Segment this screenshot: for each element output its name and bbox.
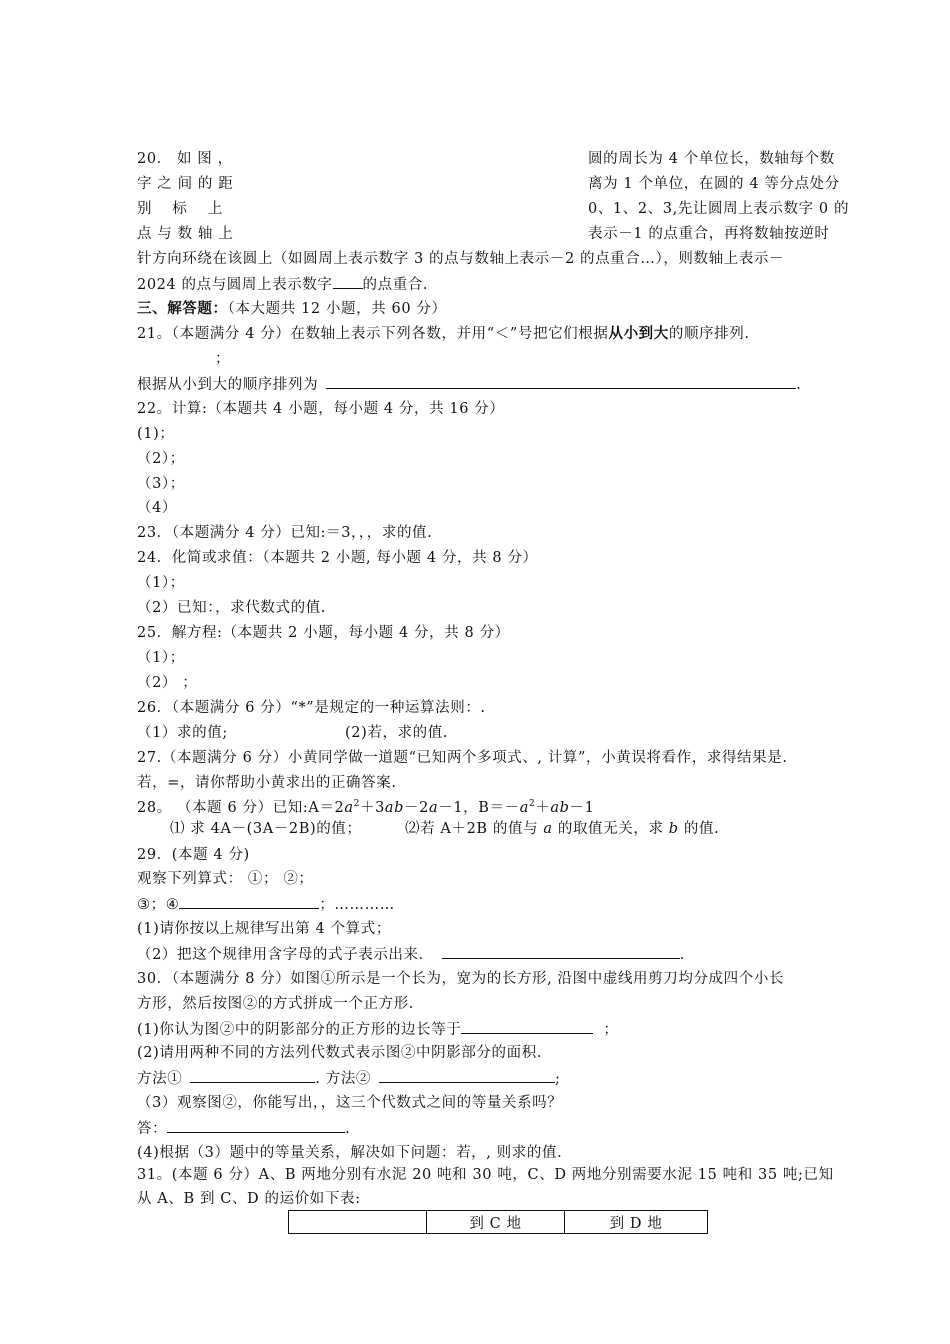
q24-item-2: （2）已知：，求代数式的值. [137,600,326,616]
q20-cont-text: 2024 的点与圆周上表示数字 [137,277,333,293]
q28-text-f: －1 [569,799,595,816]
q28-text-b: ＋3 [359,799,385,816]
q24-title: 24．化简或求值：（本题共 2 小题, 每小题 4 分，共 8 分） [137,550,538,566]
section3-header [137,299,447,319]
q20-right-line4: 表示－1 的点重合，再将数轴按逆时 [588,226,830,242]
q30-line2: 方形，然后按图②的方式拼成一个正方形. [137,996,415,1012]
q20-left-line1: 20． 如 图 ， [137,151,233,167]
q25-item-1: （1）； [137,650,185,666]
table-header-row [289,1211,708,1234]
q28-item2-mid: 的取值无关，求 [557,821,664,837]
q22-item-2: （2）； [137,451,185,467]
q28-text-c: －2 [404,799,429,816]
q30-item-2: (2)请用两种不同的方法列代数式表示图②中阴影部分的面积. [137,1045,543,1061]
q26-item-2: (2)若，求的值. [345,725,449,741]
q29-rule-blank[interactable] [442,944,680,959]
q22-item-1: (1)； [137,426,175,442]
q23-text: 23．（本题满分 4 分）已知:＝3，，，求的值. [137,525,433,541]
q20-answer-blank[interactable] [333,274,363,289]
q29-title: 29．(本题 4 分) [137,847,250,863]
q30-methods [137,1068,561,1089]
q30-item-4: (4)根据（3）题中的等量关系，解决如下问题：若，, 则求的值. [137,1145,563,1161]
q27-line1: 27.（本题满分 6 分）小黄同学做一道题“已知两个多项式、, 计算”，小黄误将看作，求得结果是. [137,750,788,766]
q20-cont-end: 的点重合. [362,277,429,293]
q28-text-a: 28。 （本题 6 分）已知:A＝2 [137,799,345,816]
q29-item-2 [137,944,685,965]
q21-order-blank[interactable] [326,374,796,389]
q28-text-d: －1，B＝－ [438,799,520,816]
q29-item2-end: . [679,947,685,963]
q30-item-3: （3）观察图②，你能写出，，这三个代数式之间的等量关系吗？ [137,1095,563,1111]
q29-item-1: (1)请你按以上规律写出第 4 个算式； [137,921,391,937]
q28-item-2: ⑵若 A＋2B 的值与 a 的取值无关，求 b 的值. [405,821,720,837]
q20-right-line2: 离为 1 个单位，在圆的 4 等分点处分 [588,176,840,192]
q25-title: 25．解方程:（本题共 2 小题，每小题 4 分，共 8 分） [137,625,510,641]
q30-method2-blank[interactable] [379,1068,555,1083]
q20-continuation-2 [137,274,428,295]
q29-line2-text: ③；④ [137,897,180,913]
table-header-to-d: 到 D 地 [565,1211,708,1234]
q21-line2: ； [215,351,231,367]
q29-line2-end: ；………… [319,897,395,913]
q21-line3 [137,374,801,395]
q21-emphasis: 从小到大 [608,325,669,342]
q31-line1: 31。(本题 6 分）A、B 两地分别有水泥 20 吨和 30 吨，C、D 两地分别需要水泥 15 吨和 35 吨;已知 [137,1167,834,1183]
q21-text-end: 的顺序排列. [668,326,750,342]
freight-cost-table [288,1210,708,1234]
table-header-corner [289,1211,427,1234]
q28-item2-text: ⑵若 A＋2B 的值与 [405,821,539,837]
q28-text-e: ＋ [535,799,551,816]
q31-line2: 从 A、B 到 C、D 的运价如下表: [137,1191,361,1207]
q30-method1-blank[interactable] [190,1068,315,1083]
q30-method1-label: 方法① [137,1071,183,1087]
q30-line1: 30．（本题满分 8 分）如图①所示是一个长为，宽为的长方形, 沿图中虚线用剪刀均分成四个小长 [137,971,785,987]
q22-title: 22。计算:（本题共 4 小题，每小题 4 分，共 16 分） [137,401,505,417]
q30-answer [137,1118,350,1139]
q30-item1-text: (1)你认为图②中的阴影部分的正方形的边长等于 [137,1022,462,1038]
section3-title: 三、解答题： [137,300,228,317]
q25-item-2: （2） ； [137,675,198,691]
q26-title: 26．（本题满分 6 分）“*”是规定的一种运算法则：. [137,700,486,716]
q22-item-4: （4） [137,500,178,516]
q29-formula-blank[interactable] [179,894,319,909]
q30-item1-end: ； [603,1022,619,1038]
q20-left-line2: 字 之 间 的 距 [137,176,234,192]
q30-side-blank[interactable] [461,1019,593,1034]
q30-answer-label: 答： [137,1121,168,1137]
q26-item-1: （1）求的值; [137,725,228,741]
q30-method2-label: . 方法② [315,1071,372,1087]
section3-note: （本大题共 12 小题，共 60 分） [227,301,447,317]
q21-text: 21。（本题满分 4 分）在数轴上表示下列各数，并用“＜”号把它们根据 [137,326,609,342]
q30-item-1 [137,1019,618,1040]
q30-answer-end: . [345,1121,351,1137]
q20-right-line3: 0、1、2、3,先让圆周上表示数字 0 的 [588,201,850,217]
table-header-to-c: 到 C 地 [427,1211,565,1234]
q28-item-1: ⑴ 求 4A－(3A－2B)的值； [170,821,362,837]
q27-line2: 若，=，请你帮助小黄求出的正确答案. [137,775,397,791]
q21-order-label: 根据从小到大的顺序排列为 [137,377,319,393]
q20-left-line4: 点 与 数 轴 上 [137,226,234,242]
q21-order-end: . [796,377,802,393]
q29-line1: 观察下列算式： ①； ②； [137,871,314,887]
q30-methods-end: ; [555,1071,561,1087]
q29-item2-text: （2）把这个规律用含字母的式子表示出来． [137,947,434,963]
q20-left-line3: 别 标 上 [137,201,223,217]
q28-title: 28。 （本题 6 分）已知$:A=2a^2+3ab-2a-1$，$B=-a^2+ab-1$ [137,799,595,816]
q20-continuation-1: 针方向环绕在该圆上（如圆周上表示数字 3 的点与数轴上表示－2 的点重合…），则数轴上表示－ [137,251,785,267]
q21-line1 [137,324,750,344]
q22-item-3: （3）； [137,476,185,492]
q29-line2 [137,894,395,915]
q20-right-line1: 圆的周长为 4 个单位长，数轴每个数 [588,151,835,167]
q28-item2-end: 的值. [683,821,720,837]
q24-item-1: （1）； [137,575,185,591]
q30-answer-blank[interactable] [167,1118,345,1133]
